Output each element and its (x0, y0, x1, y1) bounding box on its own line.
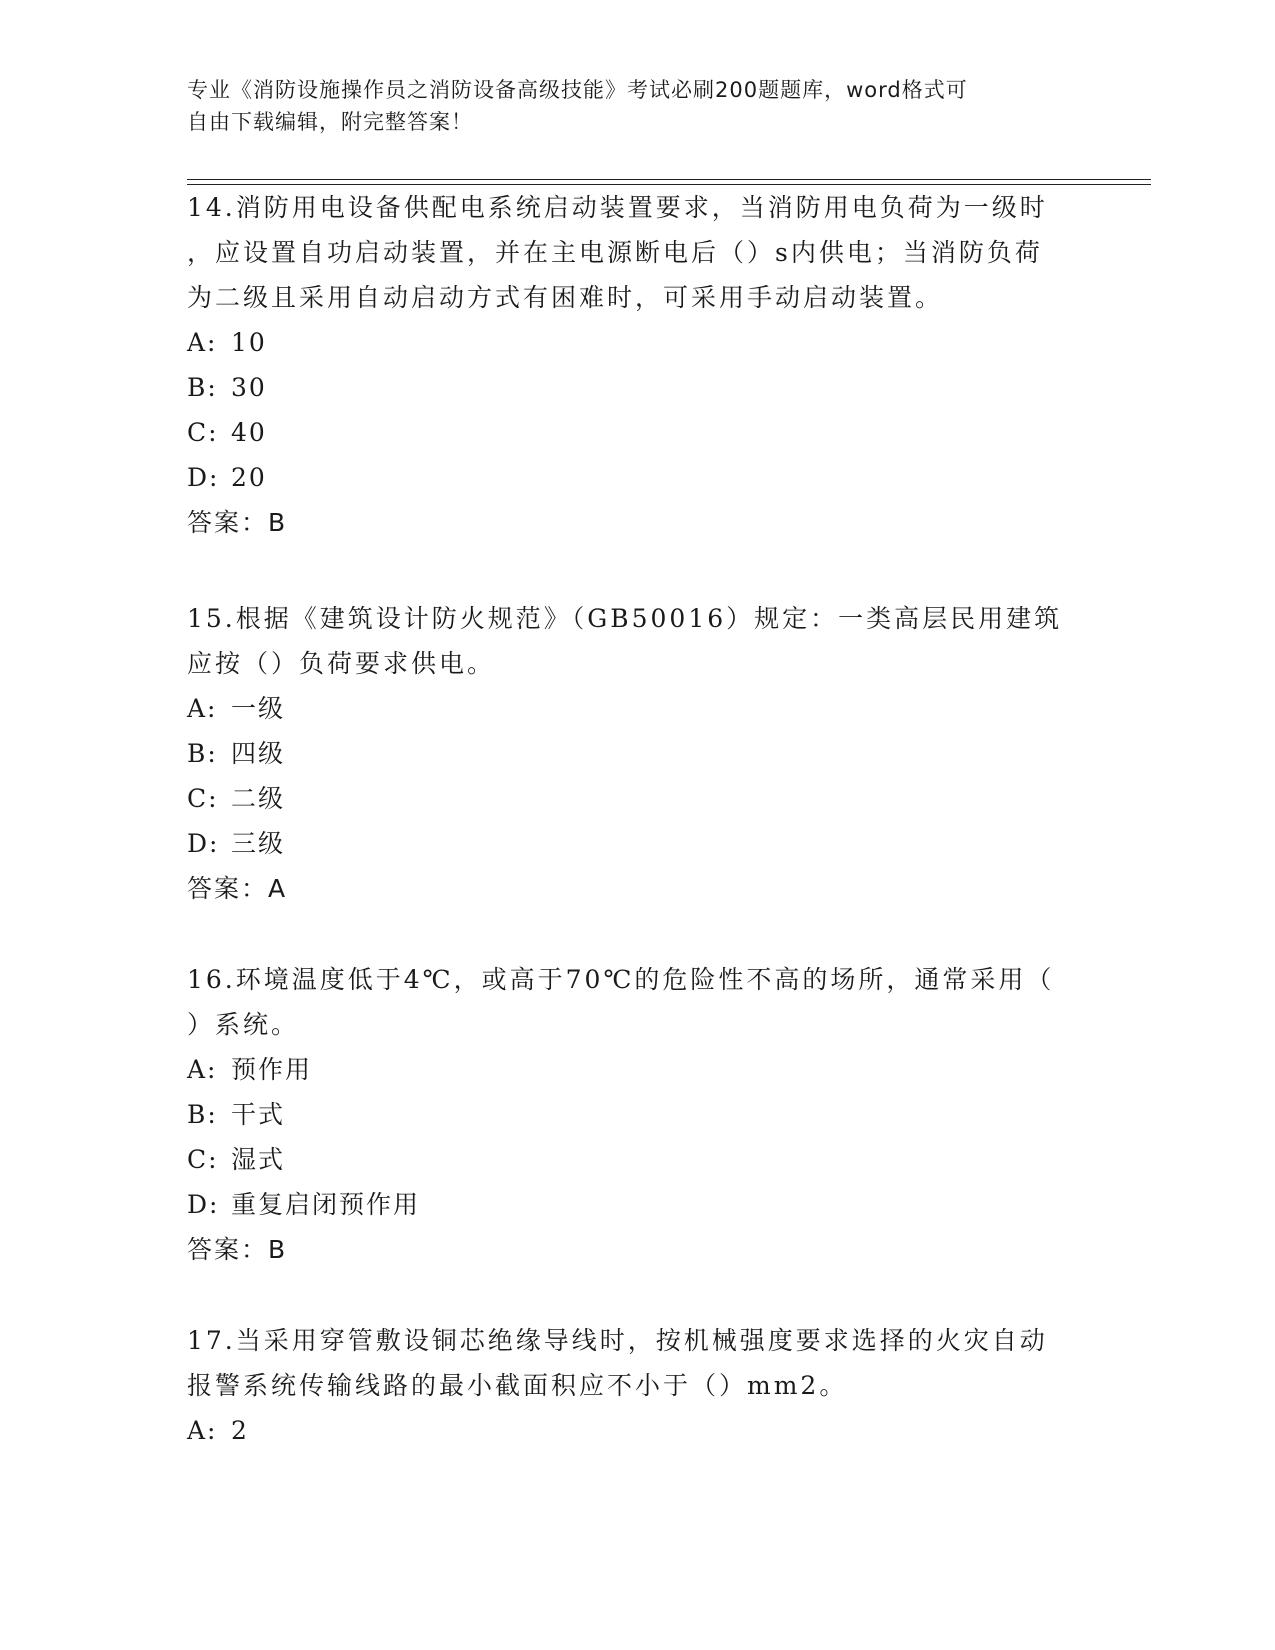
question-stem-line: 为二级且采用自动启动方式有困难时，可采用手动启动装置。 (187, 283, 944, 312)
option-b (187, 365, 1077, 410)
option-text: 二级 (231, 784, 286, 813)
answer: 答案：B (187, 508, 288, 537)
option-a (187, 686, 1077, 731)
option-label: B: (187, 739, 218, 768)
option-label: C: (187, 418, 219, 447)
question-15 (187, 596, 1077, 911)
option-label: C: (187, 1145, 219, 1174)
question-stem-line: 14.消防用电设备供配电系统启动装置要求，当消防用电负荷为一级时 (187, 193, 1048, 222)
option-text: 重复启闭预作用 (231, 1190, 421, 1219)
option-text: 四级 (231, 739, 286, 768)
option-text: 10 (231, 328, 267, 357)
option-text: 2 (231, 1416, 249, 1445)
option-label: D: (187, 1190, 220, 1219)
option-d (187, 821, 1077, 866)
option-c (187, 1137, 1077, 1182)
question-stem-line: 报警系统传输线路的最小截面积应不小于（）mm2。 (187, 1371, 848, 1400)
option-label: B: (187, 373, 218, 402)
question-14 (187, 185, 1077, 545)
header-line-2: 自由下载编辑，附完整答案！ (187, 110, 473, 134)
option-b (187, 731, 1077, 776)
option-c (187, 776, 1077, 821)
option-label: A: (187, 694, 218, 723)
answer: 答案：A (187, 874, 288, 903)
question-stem-line: ）系统。 (187, 1010, 300, 1039)
option-text: 三级 (231, 829, 286, 858)
option-b (187, 1092, 1077, 1137)
header-line-1: 专业《消防设施操作员之消防设备高级技能》考试必刷200题题库，word格式可 (187, 78, 968, 102)
header-rule-top (187, 179, 1151, 180)
answer: 答案：B (187, 1235, 288, 1264)
option-text: 一级 (231, 694, 286, 723)
document-header (187, 74, 1087, 138)
option-text: 20 (231, 463, 267, 492)
option-d (187, 1182, 1077, 1227)
question-16 (187, 957, 1077, 1272)
option-text: 干式 (231, 1100, 286, 1129)
option-c (187, 410, 1077, 455)
option-label: B: (187, 1100, 218, 1129)
question-stem-line: ，应设置自功启动装置，并在主电源断电后（）s内供电；当消防负荷 (187, 238, 1043, 267)
option-label: A: (187, 1416, 218, 1445)
option-text: 湿式 (231, 1145, 286, 1174)
option-text: 40 (231, 418, 267, 447)
option-a (187, 320, 1077, 365)
option-label: A: (187, 1055, 218, 1084)
question-17 (187, 1318, 1077, 1453)
option-text: 预作用 (231, 1055, 313, 1084)
question-stem-line: 16.环境温度低于4℃，或高于70℃的危险性不高的场所，通常采用（ (187, 965, 1055, 994)
option-label: C: (187, 784, 219, 813)
question-stem-line: 17.当采用穿管敷设铜芯绝缘导线时，按机械强度要求选择的火灾自动 (187, 1326, 1048, 1355)
option-label: D: (187, 463, 220, 492)
option-text: 30 (231, 373, 267, 402)
question-stem-line: 15.根据《建筑设计防火规范》（GB50016）规定：一类高层民用建筑 (187, 604, 1063, 633)
option-label: A: (187, 328, 218, 357)
question-stem-line: 应按（）负荷要求供电。 (187, 649, 496, 678)
option-a (187, 1408, 1077, 1453)
option-d (187, 455, 1077, 500)
option-a (187, 1047, 1077, 1092)
option-label: D: (187, 829, 220, 858)
